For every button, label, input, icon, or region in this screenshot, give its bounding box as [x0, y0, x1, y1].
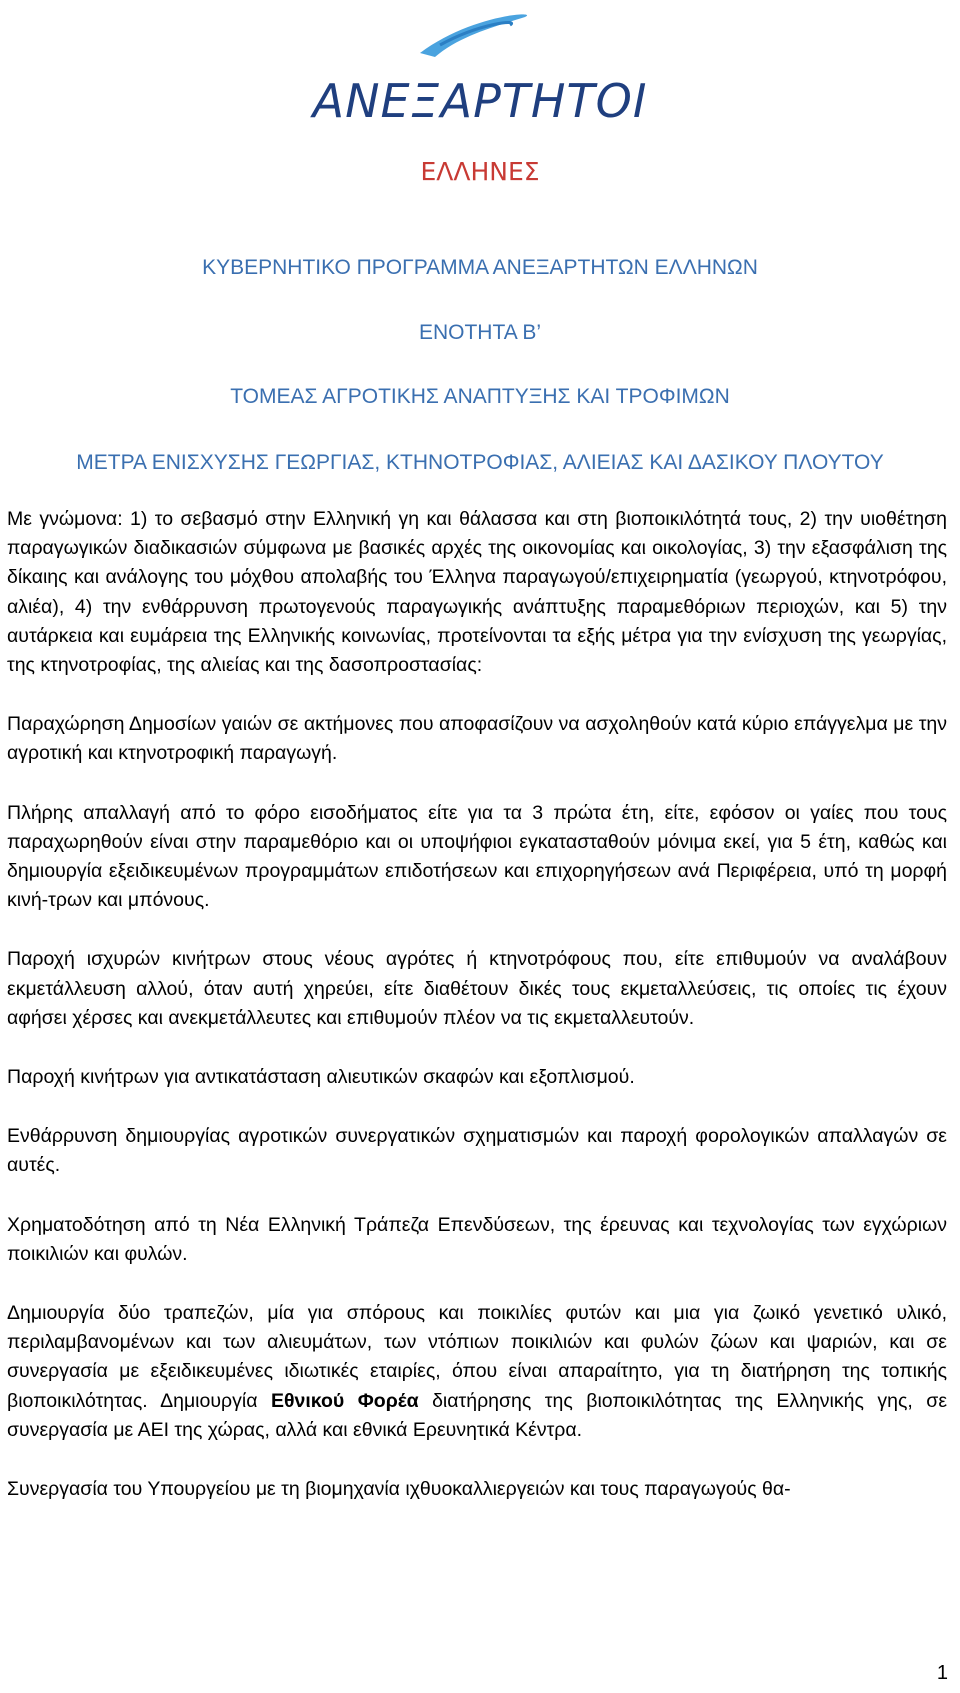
paragraph-funding: Χρηματοδότηση από τη Νέα Ελληνική Τράπεζα Επενδύσεων, της έρευνας και τεχνολογίας των εγχώριων ποικιλιών και φυλών. [7, 1213, 947, 1265]
paragraph-cooperatives: Ενθάρρυνση δημιουργίας αγροτικών συνεργατικών σχηματισμών και παροχή φορολογικών απαλλαγών σε αυτές. [7, 1125, 947, 1177]
measures-heading: ΜΕΤΡΑ ΕΝΙΣΧΥΣΗΣ ΓΕΩΡΓΙΑΣ, ΚΤΗΝΟΤΡΟΦΙΑΣ, ΑΛΙΕΙΑΣ ΚΑΙ ΔΑΣΙΚΟΥ ΠΛΟΥΤΟΥ [76, 451, 884, 474]
logo-subtitle: ΕΛΛΗΝΕΣ [420, 157, 540, 186]
national-body-bold: Εθνικού Φορέα [270, 1389, 419, 1412]
paragraph-fishing-vessels: Παροχή κινήτρων για αντικατάσταση αλιευτικών σκαφών και εξοπλισμού. [7, 1066, 635, 1089]
intro-paragraph: Με γνώμονα: 1) το σεβασμό στην Ελληνική γη και θάλασσα και στη βιοποικιλότητά τους, 2) την υιοθέτηση παραγωγικών διαδικασιών σύμφωνα με βασικές αρχές της οικονομίας και οικολογίας, 3) την εξασφάλιση της δίκαιης και ανάλογης του μόχθου απολαβής του Έλληνα παραγωγού/επιχειρηματία (γεωργού, κτηνοτρόφου, αλιέα), 4) την ενθάρρυνση πρωτογενούς παραγωγικής ανάπτυξης παραμεθόριων περιοχών, και 5) την αυτάρκεια και ευμάρεια της Ελληνικής κοινωνίας, προτείνονται τα εξής μέτρα για την ενίσχυση της γεωργίας, της κτηνοτροφίας, της αλιείας και της δασοπροστασίας: [7, 508, 947, 677]
sector-heading: ΤΟΜΕΑΣ ΑΓΡΟΤΙΚΗΣ ΑΝΑΠΤΥΞΗΣ ΚΑΙ ΤΡΟΦΙΜΩΝ [230, 385, 730, 408]
logo-swoosh [420, 14, 527, 57]
document-body [7, 505, 947, 1534]
page-number: 1 [936, 1662, 948, 1684]
gene-banks-text-end: διατήρησης της βιοποικιλότητας της Ελληνικής γης, σε συνεργασία με ΑΕΙ της χώρας, αλλά και εθνικά Ερευνητικά Κέντρα. [7, 1389, 948, 1441]
paragraph-gene-banks [7, 1299, 947, 1445]
paragraph-aquaculture: Συνεργασία του Υπουργείου με τη βιομηχανία ιχθυοκαλλιεργειών και τους παραγωγούς θα- [7, 1478, 791, 1501]
paragraph-land-grant: Παραχώρηση Δημοσίων γαιών σε ακτήμονες που αποφασίζουν να ασχοληθούν κατά κύριο επάγγελμα με την αγροτική και κτηνοτροφική παραγωγή. [7, 713, 947, 765]
gene-banks-text-start: Δημιουργία δύο τραπεζών, μία για σπόρους και ποικιλίες φυτών και μια για ζωικό γενετικό υλικό, περιλαμβανομένων και των αλιευμάτων, των ντόπιων ποικιλιών και φυλών ζώων και ψαριών, και σε συνεργασία με εξειδικευμένες ιδιωτικές εταιρίες, όπου είναι απαραίτητο, για τη διατήρηση της τοπικής βιοποικιλότητας. Δημιουργία [7, 1302, 947, 1412]
document-title: ΚΥΒΕΡΝΗΤΙΚΟ ΠΡΟΓΡΑΜΜΑ ΑΝΕΞΑΡΤΗΤΩΝ ΕΛΛΗΝΩΝ [202, 256, 758, 279]
party-logo [270, 5, 690, 210]
paragraph-tax-exemption: Πλήρης απαλλαγή από το φόρο εισοδήματος είτε για τα 3 πρώτα έτη, είτε, εφόσον οι γαίες που τους παραχωρηθούν είναι στην παραμεθόριο και οι υποψήφιοι εγκατασταθούν μόνιμα εκεί, για 5 έτη, καθώς και δημιουργία εξειδικευμένων προγραμμάτων επιδοτήσεων και επιχορηγήσεων ανά Περιφέρεια, υπό τη μορφή κινή-τρων και μπόνους. [7, 801, 947, 912]
logo-graphic [270, 5, 690, 210]
section-heading: ΕΝΟΤΗΤΑ Β’ [418, 321, 542, 344]
paragraph-young-farmers: Παροχή ισχυρών κινήτρων στους νέους αγρότες ή κτηνοτρόφους που, είτε επιθυμούν να αναλάβουν εκμετάλλευση αλλού, όταν αυτή χηρεύει, είτε διαθέτουν δικές τους εκμεταλλεύσεις, τις οποίες τις έχουν αφήσει χέρσες και ανεκμετάλλευτες και επιθυμούν πλέον να τις εκμεταλλευτούν. [7, 948, 947, 1029]
logo-wordmark: ΑΝΕΞΑΡΤΗΤΟΙ [312, 74, 648, 128]
